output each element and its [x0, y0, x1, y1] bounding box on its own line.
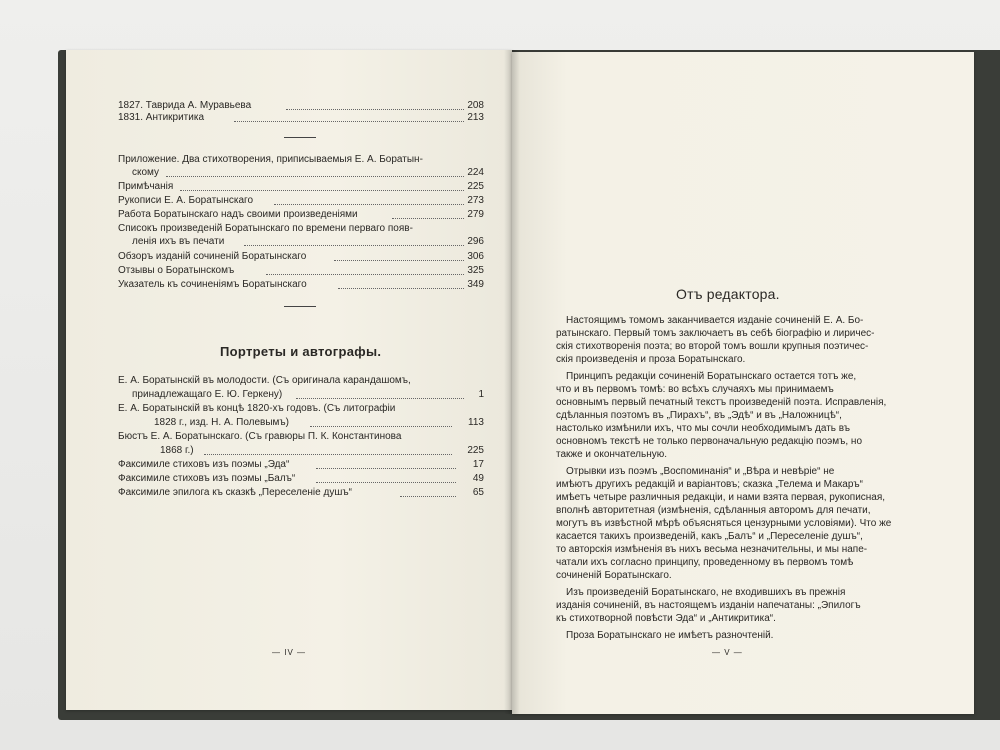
paragraph-line: могутъ въ извѣстной мѣрѣ объясняться цензурными условіями). Что же — [556, 518, 892, 529]
dot-leader — [180, 181, 464, 191]
paragraph-line: къ стихотворной повѣсти Эда“ и „Антикритика“. — [556, 613, 776, 624]
toc-entry-page: 349 — [467, 279, 484, 290]
dot-leader — [316, 473, 456, 483]
toc-entry-title: Списокъ произведеній Боратынскаго по времени перваго появ- — [118, 223, 413, 234]
paragraph-line: касается такихъ произведеній, какъ „Балъ“ и „Переселеніе душъ“, — [556, 531, 863, 542]
toc-entry-page: 306 — [467, 251, 484, 262]
toc-entry-title: Рукописи Е. А. Боратынскаго — [118, 195, 253, 206]
paragraph-line: Принципъ редакціи сочиненій Боратынскаго остается тотъ же, — [566, 371, 857, 382]
dot-leader — [334, 251, 464, 261]
paragraph-line: сочиненій Боратынскаго. — [556, 570, 672, 581]
toc-entry-page: 213 — [467, 112, 484, 123]
portrait-entry: Факсимиле стиховъ изъ поэмы „Эда“ — [118, 459, 290, 470]
dot-leader — [266, 265, 464, 275]
portrait-page: 17 — [472, 459, 484, 470]
dot-leader — [204, 445, 452, 455]
dot-leader — [234, 112, 464, 122]
toc-entry-page: 325 — [467, 265, 484, 276]
dot-leader — [166, 167, 464, 177]
paragraph-line: имѣетъ четыре различныя редакціи, и нами взята первая, рукописная, — [556, 492, 886, 503]
paragraph-line: ратынскаго. Первый томъ заключаетъ въ себѣ біографію и лиричес- — [556, 328, 875, 339]
toc-entry-page: 224 — [467, 167, 484, 178]
toc-entry-page: 296 — [467, 236, 484, 247]
portrait-page: 49 — [472, 473, 484, 484]
page-number: — IV — — [272, 648, 307, 657]
paragraph-line: Изъ произведеній Боратынскаго, не входившихъ въ прежнія — [566, 587, 846, 598]
portrait-page: 65 — [472, 487, 484, 498]
paragraph-line: основнымъ первый печатный текстъ произведеній поэта. Исправленія, — [556, 397, 887, 408]
paragraph-line: чатали ихъ согласно принципу, проведенному въ первомъ томѣ — [556, 557, 854, 568]
paragraph-line: изданія сочиненій, въ настоящемъ изданіи напечатаны: „Эпилогъ — [556, 600, 861, 611]
paragraph-line: Отрывки изъ поэмъ „Воспоминанія“ и „Вѣра и невѣріе“ не — [566, 466, 835, 477]
portrait-page: 113 — [468, 417, 484, 428]
toc-entry-title: Работа Боратынскаго надъ своими произведеніями — [118, 209, 358, 220]
dot-leader — [310, 417, 452, 427]
toc-entry-title: ленія ихъ въ печати — [132, 236, 225, 247]
toc-entry-title: скому — [132, 167, 160, 178]
portrait-entry: 1828 г., изд. Н. А. Полевымъ) — [154, 417, 290, 428]
paragraph-line: что и въ первомъ томѣ: во всѣхъ случаяхъ мы принимаемъ — [556, 384, 834, 395]
dot-leader — [244, 236, 464, 246]
portrait-entry: Е. А. Боратынскій въ молодости. (Съ оригинала карандашомъ, — [118, 375, 411, 386]
toc-entry-page: 225 — [467, 181, 484, 192]
portrait-page: 225 — [467, 445, 484, 456]
editor-heading: Отъ редактора. — [676, 286, 780, 302]
dot-leader — [296, 389, 464, 399]
toc-entry-title: Примѣчанія — [118, 181, 174, 192]
section-divider — [284, 137, 316, 138]
dot-leader — [400, 487, 456, 497]
toc-entry-title: 1831. Антикритика — [118, 112, 205, 123]
paragraph-line: имѣютъ другихъ редакцій и варіантовъ; сказка „Телема и Макаръ“ — [556, 479, 863, 490]
paragraph-line: скія стихотворенія поэта; во второй томъ вошли крупныя поэтичес- — [556, 341, 869, 352]
paragraph-line: то авторскія измѣненія въ нихъ весьма незначительны, и мы напе- — [556, 544, 868, 555]
paragraph-line: вполнѣ авторитетная (измѣненія, сдѣланныя авторомъ для печати, — [556, 505, 871, 516]
paragraph-line: также и окончательную. — [556, 449, 668, 460]
toc-entry-title: 1827. Таврида А. Муравьева — [118, 100, 252, 111]
portrait-entry: Факсимиле стиховъ изъ поэмы „Балъ“ — [118, 473, 296, 484]
dot-leader — [274, 195, 464, 205]
paragraph-line: настолько измѣнили ихъ, что мы сочли необходимымъ дать въ — [556, 423, 850, 434]
dot-leader — [316, 459, 456, 469]
dot-leader — [286, 100, 464, 110]
paragraph-line: Проза Боратынскаго не имѣетъ разночтеній. — [566, 630, 774, 641]
toc-entry-page: 208 — [467, 100, 484, 111]
paragraph-line: Настоящимъ томомъ заканчивается изданіе сочиненій Е. А. Бо- — [566, 315, 864, 326]
toc-entry-page: 273 — [467, 195, 484, 206]
portrait-entry: Факсимиле эпилога къ сказкѣ „Переселеніе душъ“ — [118, 487, 352, 498]
page-number: — V — — [712, 648, 743, 657]
portrait-entry: принадлежащаго Е. Ю. Геркену) — [132, 389, 283, 400]
paragraph-line: основномъ текстѣ не только первоначальную редакцію поэмъ, но — [556, 436, 863, 447]
toc-entry-title: Приложение. Два стихотворения, приписываемыя Е. А. Боратын- — [118, 154, 423, 165]
portrait-page: 1 — [478, 389, 484, 400]
section-divider — [284, 306, 316, 307]
dot-leader — [338, 279, 464, 289]
portraits-heading: Портреты и автографы. — [220, 344, 382, 359]
toc-entry-page: 279 — [467, 209, 484, 220]
portrait-entry: Е. А. Боратынскій въ концѣ 1820-хъ годовъ. (Съ литографіи — [118, 403, 396, 414]
paragraph-line: скія произведенія и проза Боратынскаго. — [556, 354, 746, 365]
portrait-entry: Бюстъ Е. А. Боратынскаго. (Съ гравюры П. К. Константинова — [118, 431, 402, 442]
toc-entry-title: Указатель къ сочиненіямъ Боратынскаго — [118, 279, 307, 290]
portrait-entry: 1868 г.) — [160, 445, 194, 456]
book-gutter — [504, 50, 520, 714]
paragraph-line: сдѣланныя поэтомъ въ „Пирахъ“, въ „Эдѣ“ и въ „Наложницѣ“, — [556, 410, 842, 421]
toc-entry-title: Отзывы о Боратынскомъ — [118, 265, 235, 276]
toc-entry-title: Обзоръ изданій сочиненій Боратынскаго — [118, 251, 307, 262]
